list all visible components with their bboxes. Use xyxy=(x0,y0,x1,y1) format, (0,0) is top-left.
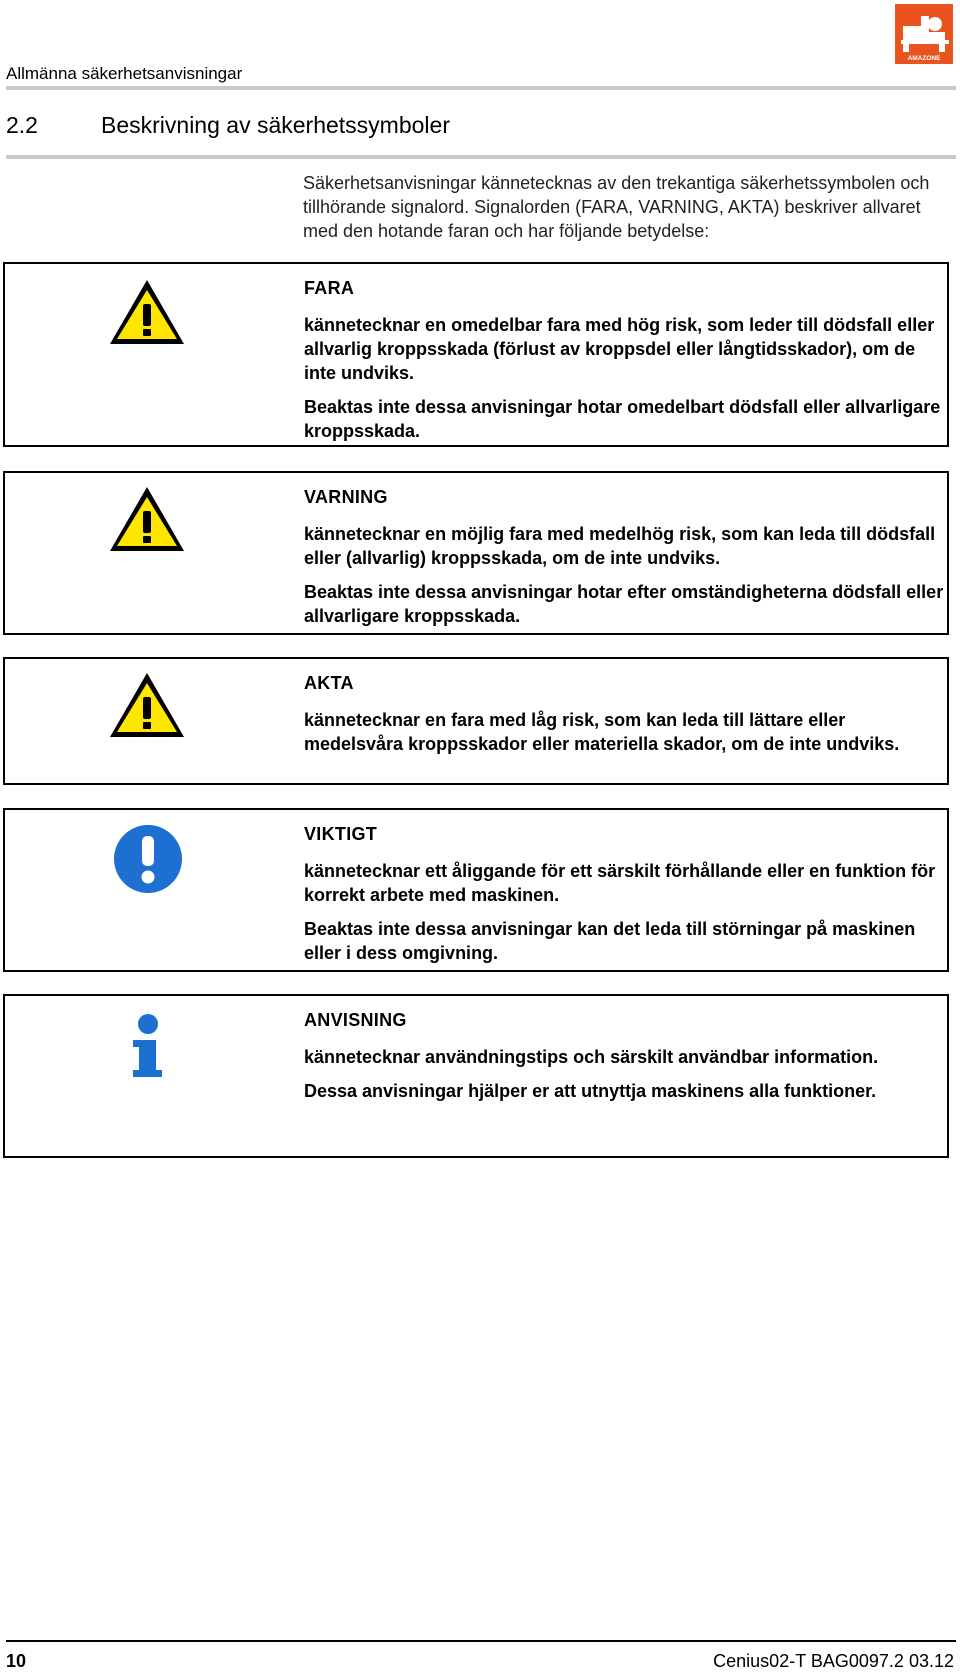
amazone-logo xyxy=(895,4,953,64)
notice-description: kännetecknar en möjlig fara med medelhög risk, som kan leda till dödsfall eller (allvarlig) kroppsskada, om de inte undviks. xyxy=(304,524,936,568)
section-number: 2.2 xyxy=(6,112,38,138)
notice-consequence: Dessa anvisningar hjälper er att utnyttja maskinens alla funktioner. xyxy=(304,1081,877,1101)
header-divider xyxy=(6,86,956,90)
document-id: Cenius02-T BAG0097.2 03.12 xyxy=(713,1651,954,1671)
warning-triangle-icon xyxy=(107,483,187,560)
page-number: 10 xyxy=(6,1651,27,1671)
notice-box-fara xyxy=(3,262,949,447)
signal-word: AKTA xyxy=(304,673,354,693)
important-circle-icon xyxy=(113,824,183,899)
notice-text xyxy=(304,487,947,638)
notice-box-anvisning xyxy=(3,994,949,1158)
warning-triangle-icon xyxy=(107,276,187,353)
notice-box-viktigt xyxy=(3,808,949,972)
intro-paragraph: Säkerhetsanvisningar kännetecknas av den trekantiga säkerhetssymbolen och tillhörande signalord. Signalorden (FARA, VARNING, AKTA) beskriver allvaret med den hotande faran och har följande betydelse: xyxy=(303,173,930,241)
running-header: Allmänna säkerhetsanvisningar xyxy=(6,64,243,83)
signal-word: FARA xyxy=(304,278,355,298)
signal-word: VARNING xyxy=(304,487,388,507)
notice-description: kännetecknar en omedelbar fara med hög risk, som leder till dödsfall eller allvarlig kroppsskada (förlust av kroppsdel eller långtidsskador), om de inte undviks. xyxy=(304,315,935,383)
footer-divider xyxy=(6,1640,956,1642)
notice-text xyxy=(304,824,947,975)
notice-description: kännetecknar ett åliggande för ett särskilt förhållande eller en funktion för korrekt arbete med maskinen. xyxy=(304,861,936,905)
signal-word: ANVISNING xyxy=(304,1010,407,1030)
notice-consequence: Beaktas inte dessa anvisningar hotar omedelbart dödsfall eller allvarligare kroppsskada. xyxy=(304,397,941,441)
notice-consequence: Beaktas inte dessa anvisningar kan det leda till störningar på maskinen eller i dess omgivning. xyxy=(304,919,916,963)
info-icon xyxy=(129,1014,165,1083)
section-heading xyxy=(6,112,450,139)
notice-box-varning xyxy=(3,471,949,635)
signal-word: VIKTIGT xyxy=(304,824,378,844)
notice-text xyxy=(304,278,947,453)
notice-consequence: Beaktas inte dessa anvisningar hotar efter omständigheterna dödsfall eller allvarligare kroppsskada. xyxy=(304,582,944,626)
warning-triangle-icon xyxy=(107,669,187,746)
notice-description: kännetecknar en fara med låg risk, som kan leda till lättare eller medelsvåra kroppsskador eller materiella skador, om de inte undviks. xyxy=(304,710,900,754)
notice-description: kännetecknar användningstips och särskilt användbar information. xyxy=(304,1047,879,1067)
notice-box-akta xyxy=(3,657,949,785)
notice-text xyxy=(304,1010,947,1113)
section-title: Beskrivning av säkerhetssymboler xyxy=(101,112,450,138)
notice-text xyxy=(304,673,947,766)
svg-text:AMAZONE: AMAZONE xyxy=(907,55,941,62)
section-divider xyxy=(6,155,956,159)
